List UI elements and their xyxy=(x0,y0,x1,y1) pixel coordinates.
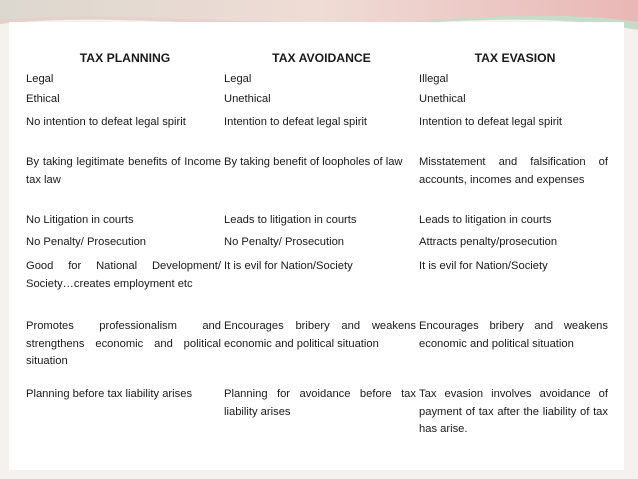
table-cell: Good for National Development/ Society…creates employment etc xyxy=(26,260,221,290)
table-cell: It is evil for Nation/Society xyxy=(224,260,353,272)
table-row xyxy=(26,318,611,386)
table-row xyxy=(26,71,611,91)
table-row xyxy=(26,212,611,234)
table-cell: Unethical xyxy=(224,93,271,105)
table-cell: By taking benefit of loopholes of law xyxy=(224,156,403,168)
table-cell: Legal xyxy=(26,73,54,85)
table-cell: Leads to litigation in courts xyxy=(419,214,552,226)
table-cell: Tax evasion involves avoidance of payment of tax after the liability of tax has arise. xyxy=(419,388,608,435)
header-row xyxy=(26,49,611,71)
table-row xyxy=(26,114,611,154)
table-cell: No Penalty/ Prosecution xyxy=(224,236,345,248)
table-cell: Encourages bribery and weakens economic and political situation xyxy=(224,320,416,350)
header-tax-planning: TAX PLANNING xyxy=(79,50,171,65)
table-cell: Ethical xyxy=(26,93,60,105)
table-row xyxy=(26,258,611,318)
table-cell: No Penalty/ Prosecution xyxy=(26,236,147,248)
table-cell: By taking legitimate benefits of Income tax law xyxy=(26,156,221,186)
table-cell: Encourages bribery and weakens economic and political situation xyxy=(419,320,608,350)
table-cell: No intention to defeat legal spirit xyxy=(26,116,186,128)
table-cell: Unethical xyxy=(419,93,466,105)
table-row xyxy=(26,234,611,258)
comparison-table xyxy=(26,49,611,446)
table-cell: Leads to litigation in courts xyxy=(224,214,357,226)
table-cell: Intention to defeat legal spirit xyxy=(224,116,368,128)
header-tax-avoidance: TAX AVOIDANCE xyxy=(272,50,371,65)
table-cell: Promotes professionalism and strengthens economic and political situation xyxy=(26,320,221,367)
table-cell: It is evil for Nation/Society xyxy=(419,260,548,272)
table-cell: Attracts penalty/prosecution xyxy=(419,236,558,248)
slide xyxy=(9,22,624,470)
header-tax-evasion: TAX EVASION xyxy=(474,50,556,65)
table-cell: Planning for avoidance before tax liability arises xyxy=(224,388,416,418)
table-row xyxy=(26,154,611,212)
table-cell: Intention to defeat legal spirit xyxy=(419,116,563,128)
table-row xyxy=(26,386,611,446)
table-cell: Illegal xyxy=(419,73,449,85)
table-cell: Legal xyxy=(224,73,252,85)
table-cell: Planning before tax liability arises xyxy=(26,388,193,400)
table-row xyxy=(26,91,611,114)
table-cell: Misstatement and falsification of accounts, incomes and expenses xyxy=(419,156,608,186)
table-cell: No Litigation in courts xyxy=(26,214,134,226)
